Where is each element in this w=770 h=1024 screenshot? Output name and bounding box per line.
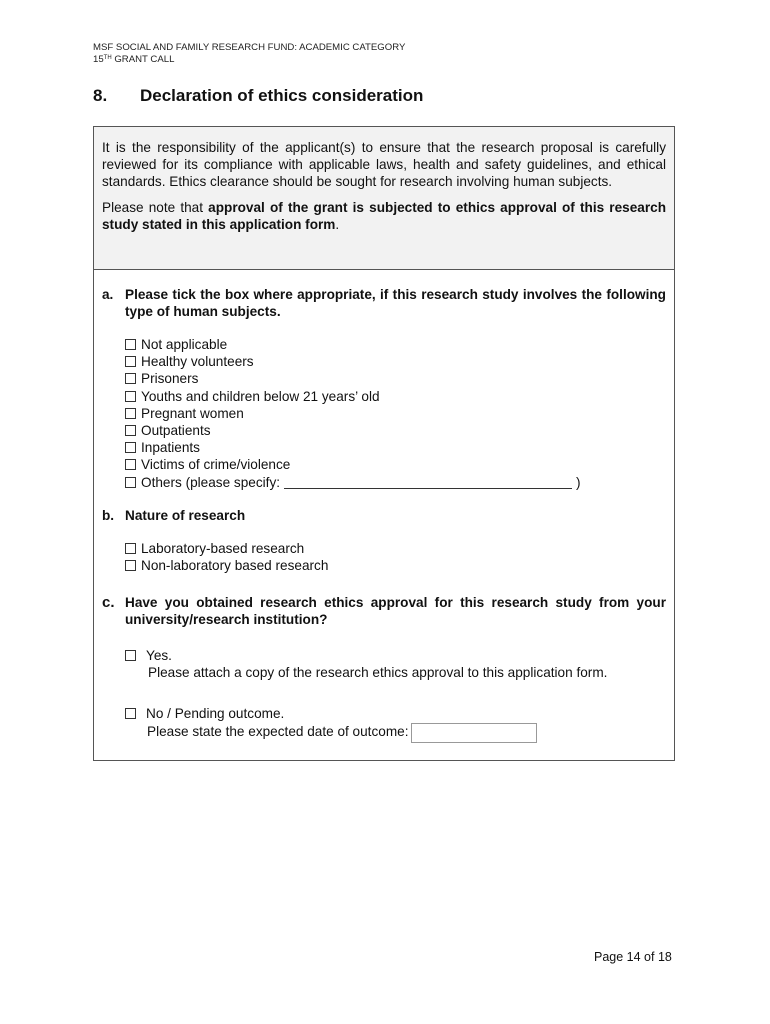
question-a-text: Please tick the box where appropriate, if this research study involves the following type of human subjects. [125, 287, 666, 319]
option-outpatients[interactable]: Outpatients [125, 422, 581, 439]
header-line-2: 15TH GRANT CALL [93, 54, 175, 65]
checkbox-icon[interactable] [125, 459, 136, 470]
option-others[interactable]: Others (please specify: ) [125, 474, 581, 491]
section-heading: Declaration of ethics consideration [140, 86, 424, 105]
grant-approval-note: approval of the grant is subjected to ethics approval of this research study stated in this application form [102, 200, 666, 232]
page-header [93, 42, 405, 65]
intro-paragraph-1: It is the responsibility of the applicant(s) to ensure that the research proposal is carefully reviewed for its compliance with applicable laws, health and safety guidelines, and ethical standards. Ethics clearance should be sought for research involving human subjects. [102, 140, 666, 189]
option-no-pending[interactable]: No / Pending outcome. Please state the expected date of outcome: [125, 705, 537, 743]
option-non-laboratory[interactable]: Non-laboratory based research [125, 557, 328, 574]
option-yes[interactable]: Yes. Please attach a copy of the research ethics approval to this application form. [125, 647, 638, 681]
header-line-1: MSF SOCIAL AND FAMILY RESEARCH FUND: ACADEMIC CATEGORY [93, 42, 406, 53]
no-note: Please state the expected date of outcome: [147, 724, 409, 739]
option-youths-children[interactable]: Youths and children below 21 years’ old [125, 388, 581, 405]
question-c: c. Have you obtained research ethics approval for this research study from your university/research institution? [102, 594, 666, 627]
checkbox-icon[interactable] [125, 543, 136, 554]
question-b: b. Nature of research [102, 507, 666, 524]
question-c-text: Have you obtained research ethics approval for this research study from your university/research institution? [125, 595, 666, 627]
research-nature-options [125, 540, 328, 574]
checkbox-icon[interactable] [125, 373, 136, 384]
others-specify-field[interactable] [284, 476, 572, 489]
checkbox-icon[interactable] [125, 442, 136, 453]
checkbox-icon[interactable] [125, 408, 136, 419]
intro-paragraph-2: Please note that approval of the grant is subjected to ethics approval of this research study stated in this application form. [102, 200, 666, 232]
page-number: Page 14 of 18 [594, 950, 672, 964]
checkbox-icon[interactable] [125, 708, 136, 719]
option-prisoners[interactable]: Prisoners [125, 370, 581, 387]
question-b-text: Nature of research [125, 508, 246, 523]
yes-note: Please attach a copy of the research ethics approval to this application form. [148, 665, 608, 680]
ethics-form-box [93, 126, 675, 761]
checkbox-icon[interactable] [125, 339, 136, 350]
option-not-applicable[interactable]: Not applicable [125, 336, 581, 353]
section-number: 8. [93, 86, 108, 105]
option-pregnant-women[interactable]: Pregnant women [125, 405, 581, 422]
intro-panel [94, 127, 674, 270]
option-laboratory[interactable]: Laboratory-based research [125, 540, 328, 557]
subject-type-options [125, 336, 581, 491]
option-victims[interactable]: Victims of crime/violence [125, 456, 581, 473]
checkbox-icon[interactable] [125, 560, 136, 571]
checkbox-icon[interactable] [125, 425, 136, 436]
expected-date-input[interactable] [411, 723, 537, 743]
option-healthy-volunteers[interactable]: Healthy volunteers [125, 353, 581, 370]
question-a: a. Please tick the box where appropriate, if this research study involves the following type of human subjects. [102, 287, 666, 319]
checkbox-icon[interactable] [125, 391, 136, 402]
checkbox-icon[interactable] [125, 477, 136, 488]
section-title [93, 86, 423, 106]
checkbox-icon[interactable] [125, 356, 136, 367]
checkbox-icon[interactable] [125, 650, 136, 661]
option-inpatients[interactable]: Inpatients [125, 439, 581, 456]
